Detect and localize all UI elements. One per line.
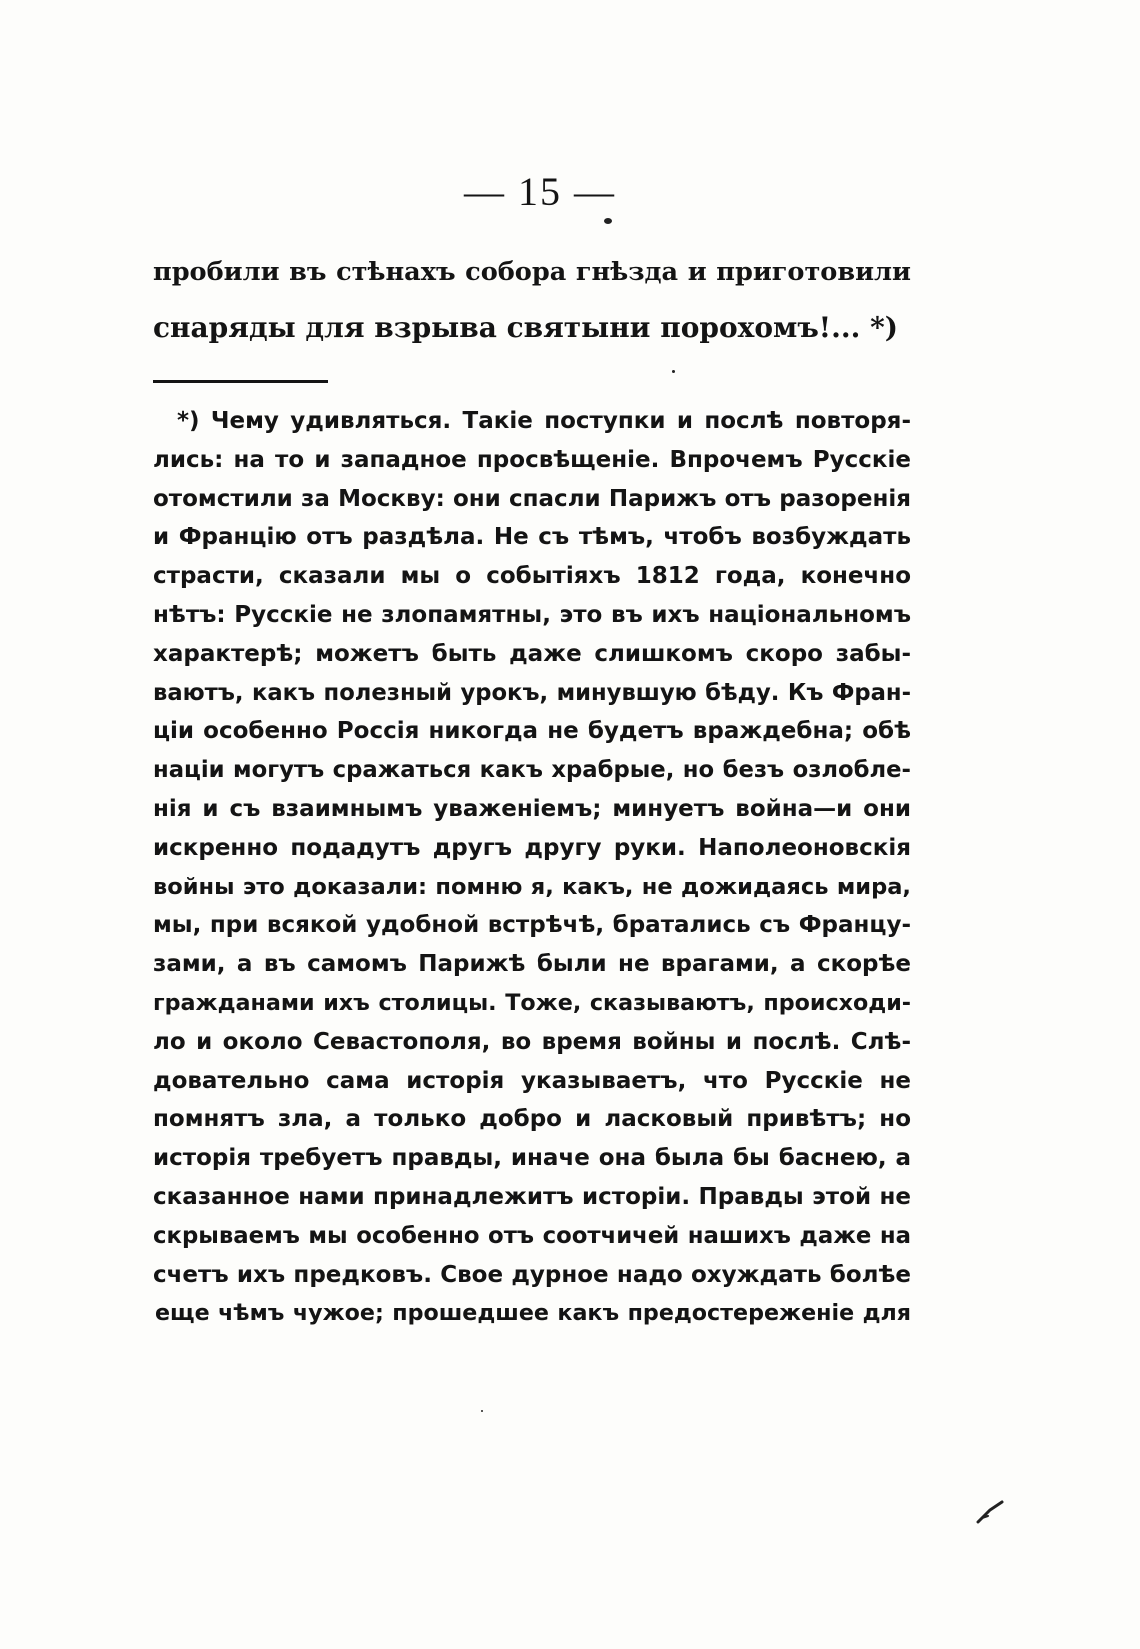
footnote (153, 402, 911, 1333)
footnote-line: довательно сама исторія указываетъ, что Русскіе не (153, 1067, 911, 1094)
scan-speck (481, 1410, 483, 1412)
footnote-line: ваютъ, какъ полезный урокъ, минувшую бѣду. Къ Фран- (153, 679, 911, 706)
footnote-separator (153, 380, 328, 383)
footnote-line: и Францію отъ раздѣла. Не съ тѣмъ, чтобъ возбуждать (153, 524, 911, 551)
footnote-line: ціи особенно Россія никогда не будетъ враждебна; обѣ (153, 718, 911, 745)
footnote-line: характерѣ; можетъ быть даже слишкомъ скоро забы- (153, 640, 911, 667)
ink-mark (976, 1500, 1004, 1524)
footnote-line: страсти, сказали мы о событіяхъ 1812 года, конечно (153, 563, 911, 590)
footnote-line: исторія требуетъ правды, иначе она была бы баснею, а (153, 1145, 911, 1172)
footnote-line: сказанное нами принадлежитъ исторіи. Правды этой не (153, 1183, 911, 1210)
main-text-line: снаряды для взрыва святыни порохомъ!... *) (153, 311, 898, 344)
main-text (153, 244, 911, 356)
footnote-line: гражданами ихъ столицы. Тоже, сказываютъ, происходи- (153, 989, 911, 1016)
footnote-line: счетъ ихъ предковъ. Свое дурное надо охуждать болѣе (153, 1261, 911, 1288)
footnote-line: націи могутъ сражаться какъ храбрые, но безъ озлобле- (153, 757, 911, 784)
footnote-line: скрываемъ мы особенно отъ соотчичей нашихъ даже на (153, 1222, 911, 1249)
footnote-line: искренно подадутъ другъ другу руки. Наполеоновскія (153, 834, 911, 861)
footnote-line: войны это доказали: помню я, какъ, не дожидаясь мира, (153, 873, 911, 900)
footnote-line: ло и около Севастополя, во время войны и послѣ. Слѣ- (153, 1028, 911, 1055)
main-text-line: пробили въ стѣнахъ собора гнѣзда и приготовили (153, 257, 911, 287)
footnote-line: еще чѣмъ чужое; прошедшее какъ предостереженіе для (155, 1300, 911, 1327)
footnote-line: помнятъ зла, а только добро и ласковый привѣтъ; но (153, 1106, 911, 1133)
footnote-line: отомстили за Москву: они спасли Парижъ отъ разоренія (153, 485, 911, 512)
footnote-line: нія и съ взаимнымъ уваженіемъ; минуетъ война—и они (153, 795, 911, 822)
footnote-line: нѣтъ: Русскіе не злопамятны, это въ ихъ національномъ (153, 601, 911, 628)
scan-speck (672, 370, 675, 373)
footnote-line: *) Чему удивляться. Такіе поступки и послѣ повторя- (177, 408, 911, 434)
page-number: — 15 — (464, 169, 616, 214)
footnote-line: мы, при всякой удобной встрѣчѣ, братались съ Францу- (153, 912, 911, 939)
scan-speck (604, 218, 612, 224)
footnote-line: зами, а въ самомъ Парижѣ были не врагами, а скорѣе (153, 951, 911, 978)
footnote-line: лись: на то и западное просвѣщеніе. Впрочемъ Русскіе (153, 446, 911, 473)
